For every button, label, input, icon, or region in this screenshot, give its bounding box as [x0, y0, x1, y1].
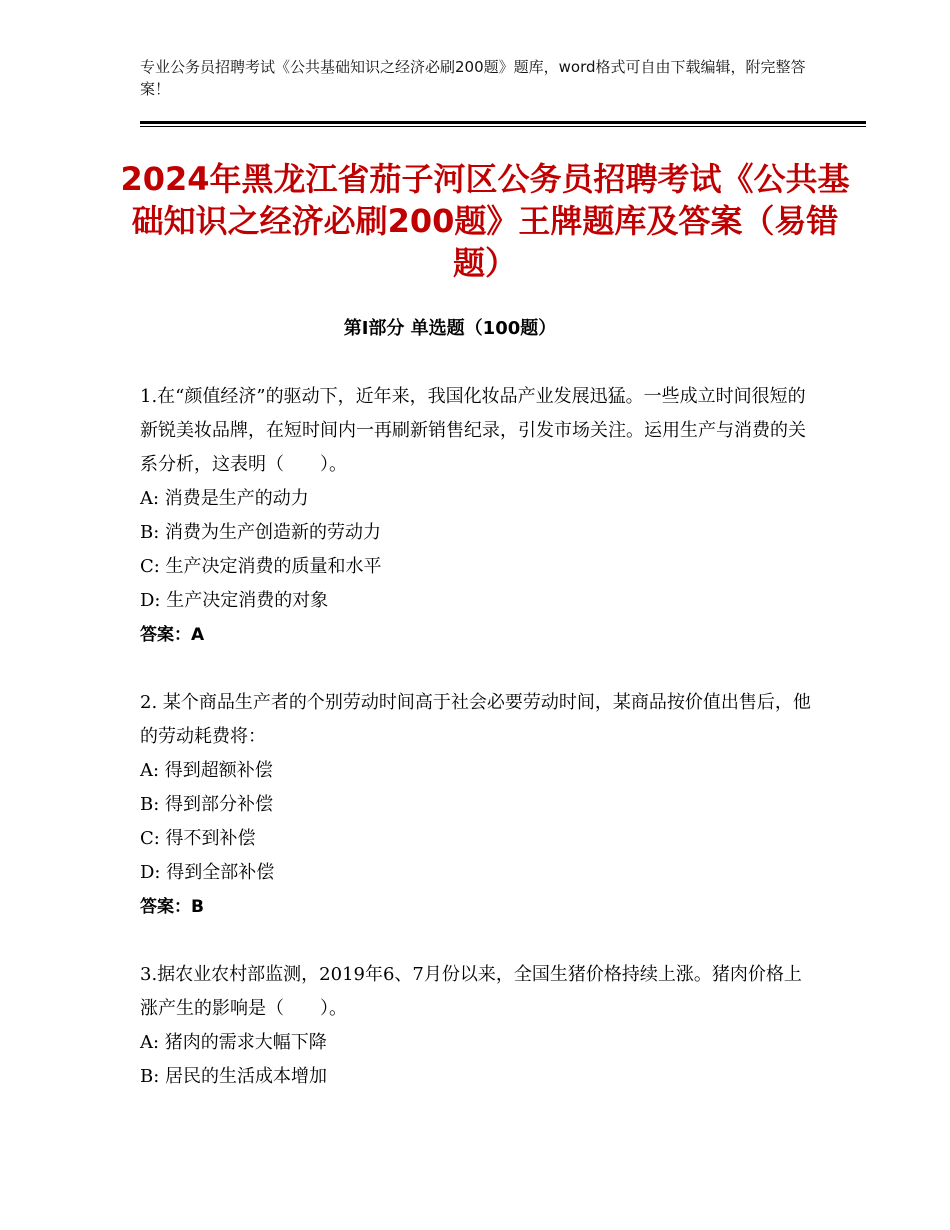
header-note: 专业公务员招聘考试《公共基础知识之经济必刷200题》题库，word格式可自由下载编辑，附完整答案！	[140, 58, 806, 98]
option-a: A: 得到超额补偿	[140, 760, 273, 781]
option-a: A: 消费是生产的动力	[140, 488, 309, 509]
option-c: C: 得不到补偿	[140, 828, 256, 849]
header-divider-thin	[140, 126, 866, 127]
option-b: B: 居民的生活成本增加	[140, 1066, 328, 1087]
question-item	[140, 686, 812, 924]
question-item	[140, 380, 812, 652]
option-d: D: 得到全部补偿	[140, 862, 275, 883]
question-stem: 3.据农业农村部监测，2019年6、7月份以来，全国生猪价格持续上涨。猪肉价格上涨产生的影响是（ ）。	[140, 964, 802, 1019]
option-d: D: 生产决定消费的对象	[140, 590, 329, 611]
answer-line: 答案：B	[140, 897, 204, 917]
section-title: 第Ⅰ部分 单选题（100题）	[343, 318, 557, 339]
header-divider	[140, 121, 866, 124]
answer-line: 答案：A	[140, 625, 205, 645]
document-title: 2024年黑龙江省茄子河区公务员招聘考试《公共基础知识之经济必刷200题》王牌题库及答案（易错题）	[120, 160, 850, 282]
question-stem: 2. 某个商品生产者的个别劳动时间高于社会必要劳动时间，某商品按价值出售后，他的劳动耗费将：	[140, 692, 811, 747]
option-c: C: 生产决定消费的质量和水平	[140, 556, 382, 577]
question-stem: 1.在“颜值经济”的驱动下，近年来，我国化妆品产业发展迅猛。一些成立时间很短的新锐美妆品牌，在短时间内一再刷新销售纪录，引发市场关注。运用生产与消费的关系分析，这表明（ ）。	[140, 386, 806, 475]
option-a: A: 猪肉的需求大幅下降	[140, 1032, 327, 1053]
option-b: B: 得到部分补偿	[140, 794, 274, 815]
question-item	[140, 958, 812, 1094]
option-b: B: 消费为生产创造新的劳动力	[140, 522, 382, 543]
